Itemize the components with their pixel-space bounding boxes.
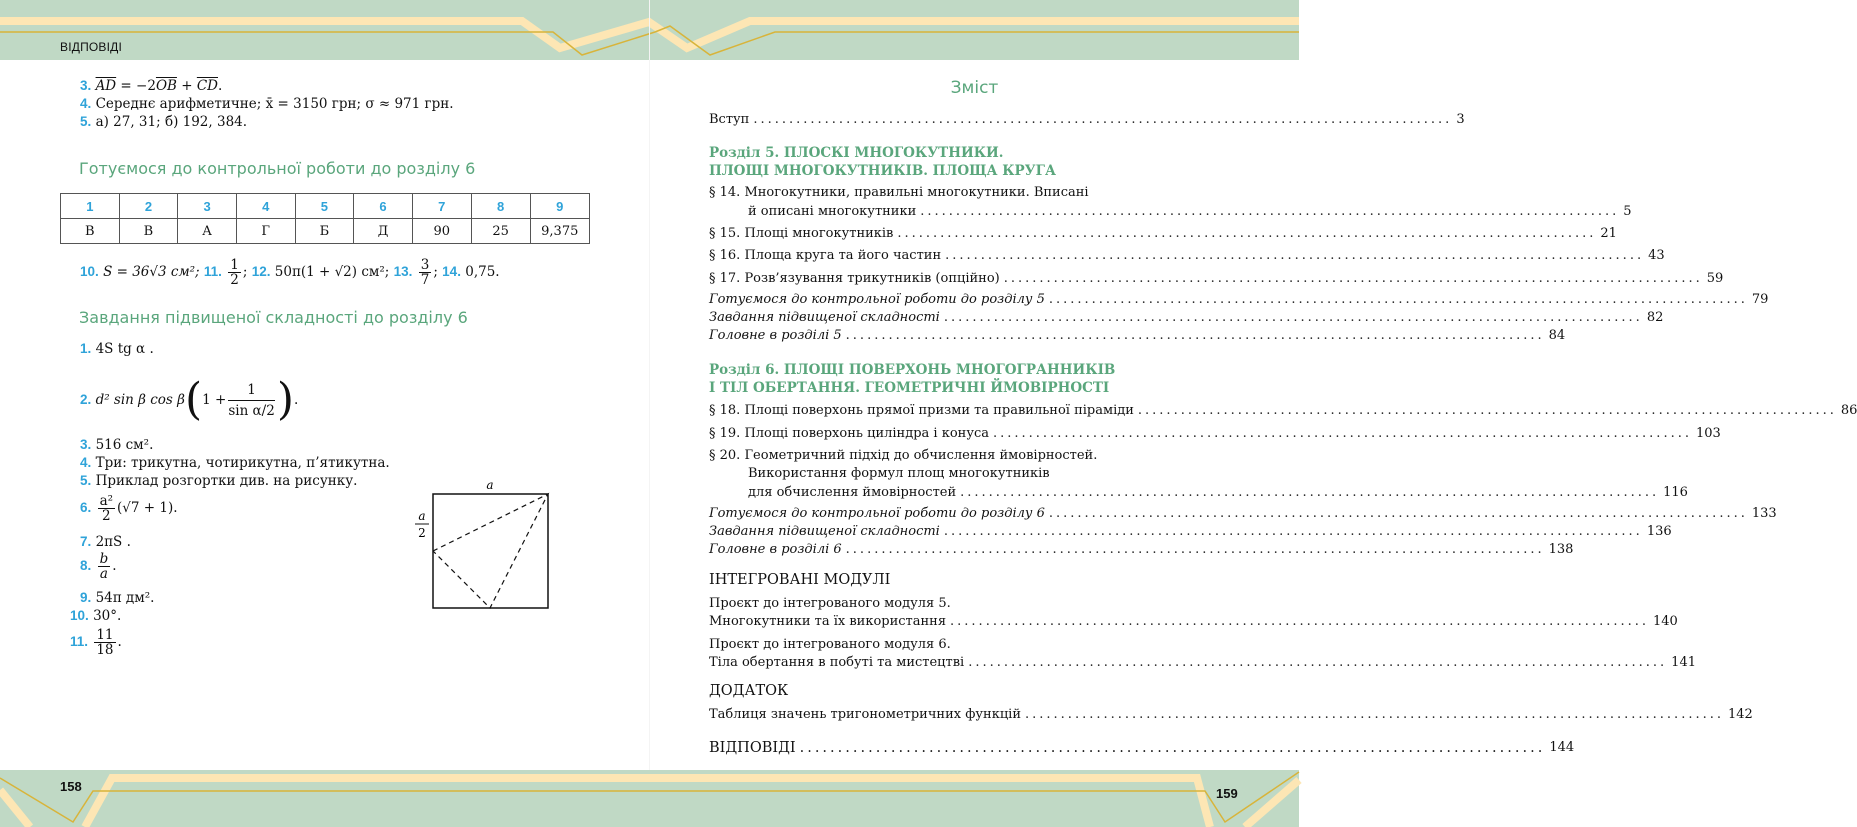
adv-answer-3: 3. 516 см². bbox=[80, 437, 154, 453]
answer-table-value-cell: 9,375 bbox=[530, 219, 589, 244]
chapter6-heading-1: Розділ 6. ПЛОЩІ ПОВЕРХОНЬ МНОГОГРАННИКІВ bbox=[709, 362, 1116, 378]
toc-item-16[interactable]: § 16. Площа круга та його частин .................................................................................................. 43 bbox=[709, 248, 1665, 263]
toc-module6-line1: Проєкт до інтегрованого модуля 6. bbox=[709, 637, 951, 652]
answer-4: 4. Середнє арифметичне; x̄ = 3150 грн; σ ≈ 971 грн. bbox=[80, 96, 454, 112]
toc-item-summary-5[interactable]: Головне в розділі 5 .................................................................................................. 84 bbox=[709, 328, 1566, 343]
toc-appendix-trig[interactable]: Таблиця значень тригонометричних функцій .................................................................................................. 142 bbox=[709, 707, 1753, 722]
answer-table-header-cell: 1 bbox=[61, 194, 120, 219]
toc-module5-line1: Проєкт до інтегрованого модуля 5. bbox=[709, 596, 951, 611]
answer-table-header-cell: 7 bbox=[412, 194, 471, 219]
page-number-right: 159 bbox=[1216, 786, 1238, 801]
toc-item-20-line2: Використання формул площ многокутників bbox=[748, 466, 1050, 481]
toc-item-advanced-5[interactable]: Завдання підвищеної складності .................................................................................................. 82 bbox=[709, 310, 1664, 325]
answer-table-header-cell: 5 bbox=[295, 194, 354, 219]
toc-item-14-line1: § 14. Многокутники, правильні многокутники. Вписані bbox=[709, 185, 1089, 200]
running-head: ВІДПОВІДІ bbox=[60, 40, 123, 54]
page-number-left: 158 bbox=[60, 779, 82, 794]
answer-5: 5. а) 27, 31; б) 192, 384. bbox=[80, 114, 248, 130]
toc-item-17[interactable]: § 17. Розв’язування трикутників (опційно) .................................................................................................. 59 bbox=[709, 271, 1724, 286]
modules-heading: ІНТЕГРОВАНІ МОДУЛІ bbox=[709, 572, 891, 588]
section-heading-test-prep: Готуємося до контрольної роботи до розділу 6 bbox=[79, 159, 476, 178]
answer-table-header-cell: 9 bbox=[530, 194, 589, 219]
toc-item-test-prep-5[interactable]: Готуємося до контрольної роботи до розділу 5 .................................................................................................. 79 bbox=[709, 292, 1769, 307]
adv-answer-10: 10. 30°. bbox=[70, 608, 122, 624]
fraction: $\frac{1}{2}$ bbox=[230, 257, 239, 288]
adv-answer-4: 4. Три: трикутна, чотирикутна, п’ятикутна. bbox=[80, 455, 390, 471]
square-net-diagram bbox=[410, 476, 560, 616]
section-heading-advanced: Завдання підвищеної складності до розділу 6 bbox=[79, 308, 468, 327]
label-a-half-den: 2 bbox=[418, 526, 426, 540]
toc-item-intro[interactable]: Вступ .................................................................................................. 3 bbox=[709, 112, 1465, 127]
footer-band bbox=[0, 770, 1299, 827]
answer-table-value-cell: 25 bbox=[471, 219, 530, 244]
toc-item-advanced-6[interactable]: Завдання підвищеної складності .................................................................................................. 136 bbox=[709, 524, 1672, 539]
adv-answer-11: 11. $\frac{11}{18}$ . bbox=[70, 627, 122, 658]
label-a-top: a bbox=[486, 478, 494, 492]
toc-title: Зміст bbox=[950, 78, 999, 98]
adv-answer-7: 7. 2πS . bbox=[80, 534, 131, 550]
answer-table-value-cell: Д bbox=[354, 219, 413, 244]
adv-answer-2: 2. d² sin β cos β ( 1 + $\frac{1}{\text{sin α/2}}$ ) . bbox=[80, 374, 299, 425]
net-figure bbox=[410, 476, 560, 620]
toc-item-summary-6[interactable]: Головне в розділі 6 .................................................................................................. 138 bbox=[709, 542, 1574, 557]
label-a-half-num: a bbox=[418, 509, 426, 523]
adv-answer-1: 1. 4S tg α . bbox=[80, 341, 154, 357]
toc-item-20[interactable]: для обчислення ймовірностей .................................................................................................. 116 bbox=[748, 485, 1688, 500]
answer-table-header-cell: 4 bbox=[236, 194, 295, 219]
answer-table-value-cell: В bbox=[61, 219, 120, 244]
toc-item-18[interactable]: § 18. Площі поверхонь прямої призми та правильної піраміди .................................................................................................. 86 bbox=[709, 403, 1857, 418]
chapter6-heading-2: І ТІЛ ОБЕРТАННЯ. ГЕОМЕТРИЧНІ ЙМОВІРНОСТІ bbox=[709, 380, 1110, 396]
toc-item-14[interactable]: й описані многокутники .................................................................................................. 5 bbox=[748, 204, 1632, 219]
answer-table-value-cell: Б bbox=[295, 219, 354, 244]
toc-module-6[interactable]: Тіла обертання в побуті та мистецтві .................................................................................................. 141 bbox=[709, 655, 1696, 670]
answer-table bbox=[60, 193, 590, 244]
chapter5-heading-2: ПЛОЩІ МНОГОКУТНИКІВ. ПЛОЩА КРУГА bbox=[709, 163, 1056, 179]
toc-module-5[interactable]: Многокутники та їх використання .................................................................................................. 140 bbox=[709, 614, 1678, 629]
answer-3: 3. $\overline{AD} = -2\overline{OB} + \overline{CD}$. bbox=[80, 78, 223, 94]
adv-answer-6: 6. $\frac{\text{a²}}{2}$ (√7 + 1). bbox=[80, 493, 178, 524]
answer-table-header-row bbox=[61, 194, 590, 219]
answer-table-value-cell: А bbox=[178, 219, 237, 244]
toc-item-19[interactable]: § 19. Площі поверхонь циліндра і конуса .................................................................................................. 103 bbox=[709, 426, 1721, 441]
toc-item-15[interactable]: § 15. Площі многокутників .................................................................................................. 21 bbox=[709, 226, 1617, 241]
adv-answer-5: 5. Приклад розгортки див. на рисунку. bbox=[80, 473, 358, 489]
toc-answers[interactable]: ВІДПОВІДІ .................................................................................................. 144 bbox=[709, 740, 1575, 756]
chapter5-heading-1: Розділ 5. ПЛОСКІ МНОГОКУТНИКИ. bbox=[709, 145, 1004, 161]
answers-10-14: 10. S = 36√3 см²; 11. $\frac{1}{2}$ ; 12. 50π(1 + √2) см²; 13. $\frac{3}{7}$ ; 14. 0,75. bbox=[80, 257, 500, 288]
page-gutter bbox=[649, 0, 650, 827]
answer-table-header-cell: 3 bbox=[178, 194, 237, 219]
answer-table-header-cell: 6 bbox=[354, 194, 413, 219]
answer-table-header-cell: 2 bbox=[119, 194, 178, 219]
fraction: $\frac{3}{7}$ bbox=[420, 257, 430, 288]
adv-answer-8: 8. $\frac{b}{a}$ . bbox=[80, 551, 117, 582]
appendix-heading: ДОДАТОК bbox=[709, 683, 789, 699]
answer-table-value-cell: Г bbox=[236, 219, 295, 244]
answer-table-header-cell: 8 bbox=[471, 194, 530, 219]
adv-answer-9: 9. 54π дм². bbox=[80, 590, 155, 606]
answer-table-value-cell: 90 bbox=[412, 219, 471, 244]
toc-item-test-prep-6[interactable]: Готуємося до контрольної роботи до розділу 6 .................................................................................................. 133 bbox=[709, 506, 1777, 521]
toc-item-20-line1: § 20. Геометричний підхід до обчислення ймовірностей. bbox=[709, 448, 1098, 463]
answer-table-value-cell: В bbox=[119, 219, 178, 244]
answer-table-value-row bbox=[61, 219, 590, 244]
